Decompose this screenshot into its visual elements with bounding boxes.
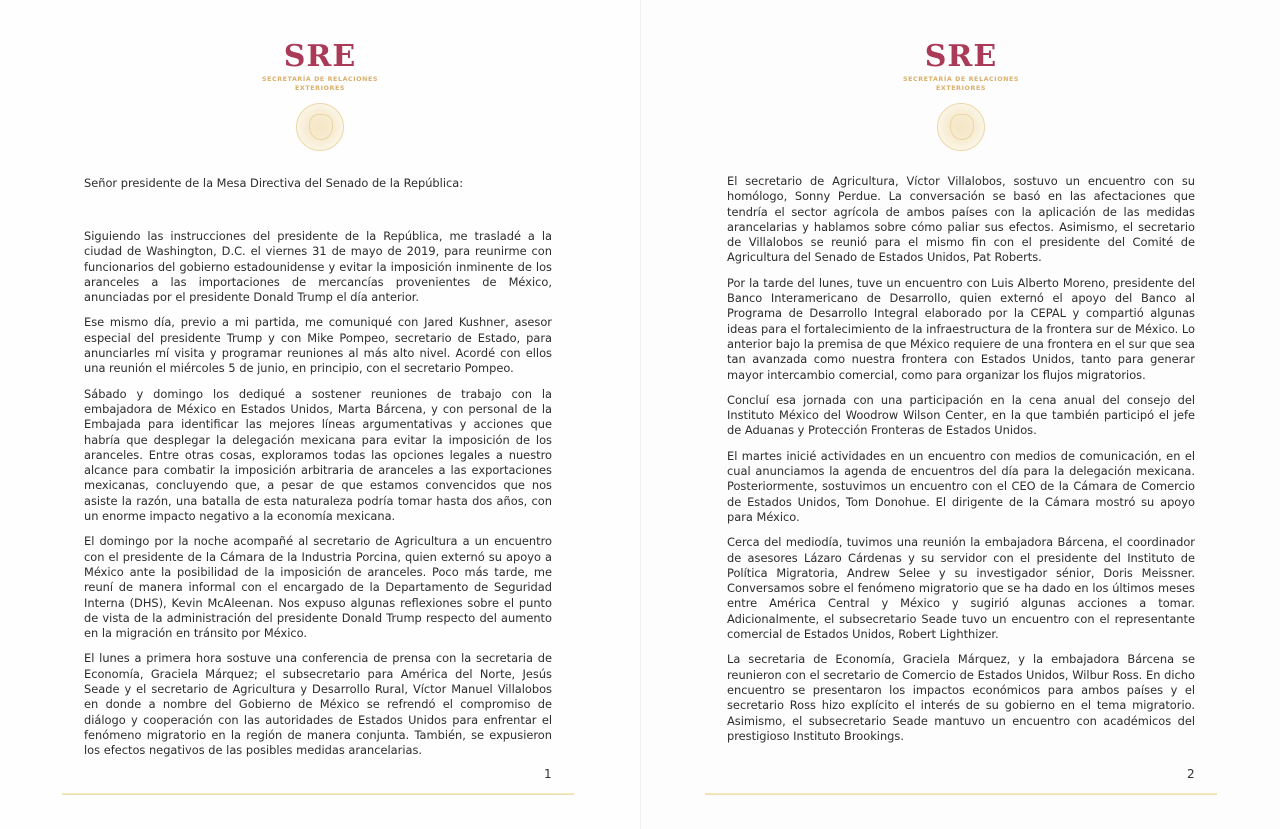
- sre-name-line1: SECRETARÍA DE RELACIONES: [902, 76, 1020, 83]
- sre-name-line1: SECRETARÍA DE RELACIONES: [261, 76, 379, 83]
- paragraph: El domingo por la noche acompañé al secretario de Agricultura a un encuentro con el presidente de la Cámara de la Industria Porcina, quien externó su apoyo a México ante la posibilidad de la imposición de aranceles. Poco más tarde, me reuní de manera informal con el encargado de la Departamento de Seguridad Interna (DHS), Kevin McAleenan. Nos expuso algunas reflexiones sobre el punto de vista de la administración del presidente Donald Trump respecto del aumento en la migración en tránsito por México.: [84, 534, 552, 641]
- paragraph: El lunes a primera hora sostuve una conferencia de prensa con la secretaria de Economía, Graciela Márquez; el subsecretario para América del Norte, Jesús Seade y el secretario de Agricultura y Desarrollo Rural, Víctor Manuel Villalobos en donde a nombre del Gobierno de México se refrendó el compromiso de diálogo y cooperación con las autoridades de Estados Unidos para enfrentar el fenómeno migratorio en la región de manera conjunta. También, se expusieron los efectos negativos de las posibles medidas arancelarias.: [84, 651, 552, 758]
- sre-letterhead: [240, 39, 400, 151]
- document-page-2: [641, 0, 1280, 829]
- sre-acronym: SRE: [283, 39, 357, 74]
- footer-rule: [62, 793, 574, 795]
- page-1-body: [84, 229, 552, 769]
- sre-acronym: SRE: [924, 39, 998, 74]
- page-number: 2: [1187, 767, 1195, 781]
- sre-letterhead: [881, 39, 1041, 151]
- paragraph: Siguiendo las instrucciones del presidente de la República, me trasladé a la ciudad de Washington, D.C. el viernes 31 de mayo de 2019, para reunirme con funcionarios del gobierno estadounidense y evitar la imposición inminente de los aranceles a las importaciones de mercancías provenientes de México, anunciadas por el presidente Donald Trump el día anterior.: [84, 229, 552, 305]
- sre-name-line2: EXTERIORES: [295, 85, 345, 92]
- sre-name-line2: EXTERIORES: [936, 85, 986, 92]
- paragraph: Sábado y domingo los dediqué a sostener reuniones de trabajo con la embajadora de México en Estados Unidos, Marta Bárcena, y con personal de la Embajada para identificar las mejores líneas argumentativas y acciones que habría que desplegar la delegación mexicana para evitar la imposición de los aranceles. Entre otras cosas, exploramos todas las opciones legales a nuestro alcance para combatir la imposición arbitraria de aranceles a las exportaciones mexicanas, concluyendo que, a pesar de que estamos convencidos que nos asiste la razón, una batalla de esta naturaleza podría tomar hasta dos años, con un enorme impacto negativo a la economía mexicana.: [84, 386, 552, 524]
- paragraph: Por la tarde del lunes, tuve un encuentro con Luis Alberto Moreno, presidente del Banco Interamericano de Desarrollo, quien externó el apoyo del Banco al Programa de Desarrollo Integral elaborado por la CEPAL y compartió algunas ideas para el fortalecimiento de la infraestructura de la frontera sur de México. Lo anterior bajo la premisa de que México requiere de una frontera en el sur que sea tan avanzada como nuestra frontera con Estados Unidos, tanto para generar mayor intercambio comercial, como para organizar los flujos migratorios.: [727, 275, 1195, 382]
- coat-of-arms-icon: [296, 103, 344, 151]
- greeting: Señor presidente de la Mesa Directiva del Senado de la República:: [84, 176, 464, 190]
- paragraph: Concluí esa jornada con una participación en la cena anual del consejo del Instituto México del Woodrow Wilson Center, en la que también participó el jefe de Aduanas y Protección Fronteras de Estados Unidos.: [727, 392, 1195, 438]
- paragraph: Ese mismo día, previo a mi partida, me comuniqué con Jared Kushner, asesor especial del presidente Trump y con Mike Pompeo, secretario de Estado, para anunciarles mí visita y programar reuniones al más alto nivel. Acordé con ellos una reunión el miércoles 5 de junio, en principio, con el secretario Pompeo.: [84, 315, 552, 376]
- paragraph: Cerca del mediodía, tuvimos una reunión la embajadora Bárcena, el coordinador de asesores Lázaro Cárdenas y su servidor con el presidente del Instituto de Política Migratoria, Andrew Selee y su investigador sénior, Doris Meissner. Conversamos sobre el fenómeno migratorio que se ha dado en los últimos meses entre América Central y México y sugirió algunas acciones a tomar. Adicionalmente, el subsecretario Seade tuvo un encuentro con el representante comercial de Estados Unidos, Robert Lighthizer.: [727, 535, 1195, 642]
- paragraph: La secretaria de Economía, Graciela Márquez, y la embajadora Bárcena se reunieron con el secretario de Comercio de Estados Unidos, Wilbur Ross. En dicho encuentro se presentaron los impactos económicos para ambos países y el secretario Ross hizo explícito el interés de su gobierno en el tema migratorio. Asimismo, el subsecretario Seade mantuvo un encuentro con académicos del prestigioso Instituto Brookings.: [727, 652, 1195, 743]
- page-number: 1: [544, 767, 552, 781]
- page-2-body: [727, 174, 1195, 754]
- footer-rule: [705, 793, 1217, 795]
- paragraph: El martes inicié actividades en un encuentro con medios de comunicación, en el cual anunciamos la agenda de encuentros del día para la delegación mexicana. Posteriormente, sostuvimos un encuentro con el CEO de la Cámara de Comercio de Estados Unidos, Tom Donohue. El dirigente de la Cámara mostró su apoyo para México.: [727, 448, 1195, 524]
- paragraph: El secretario de Agricultura, Víctor Villalobos, sostuvo un encuentro con su homólogo, Sonny Perdue. La conversación se basó en las afectaciones que tendría el sector agrícola de ambos países con la aplicación de las medidas arancelarias y hablamos sobre cómo paliar sus efectos. Asimismo, el secretario de Villalobos se reunió para el mismo fin con el presidente del Comité de Agricultura del Senado de Estados Unidos, Pat Roberts.: [727, 174, 1195, 265]
- coat-of-arms-icon: [937, 103, 985, 151]
